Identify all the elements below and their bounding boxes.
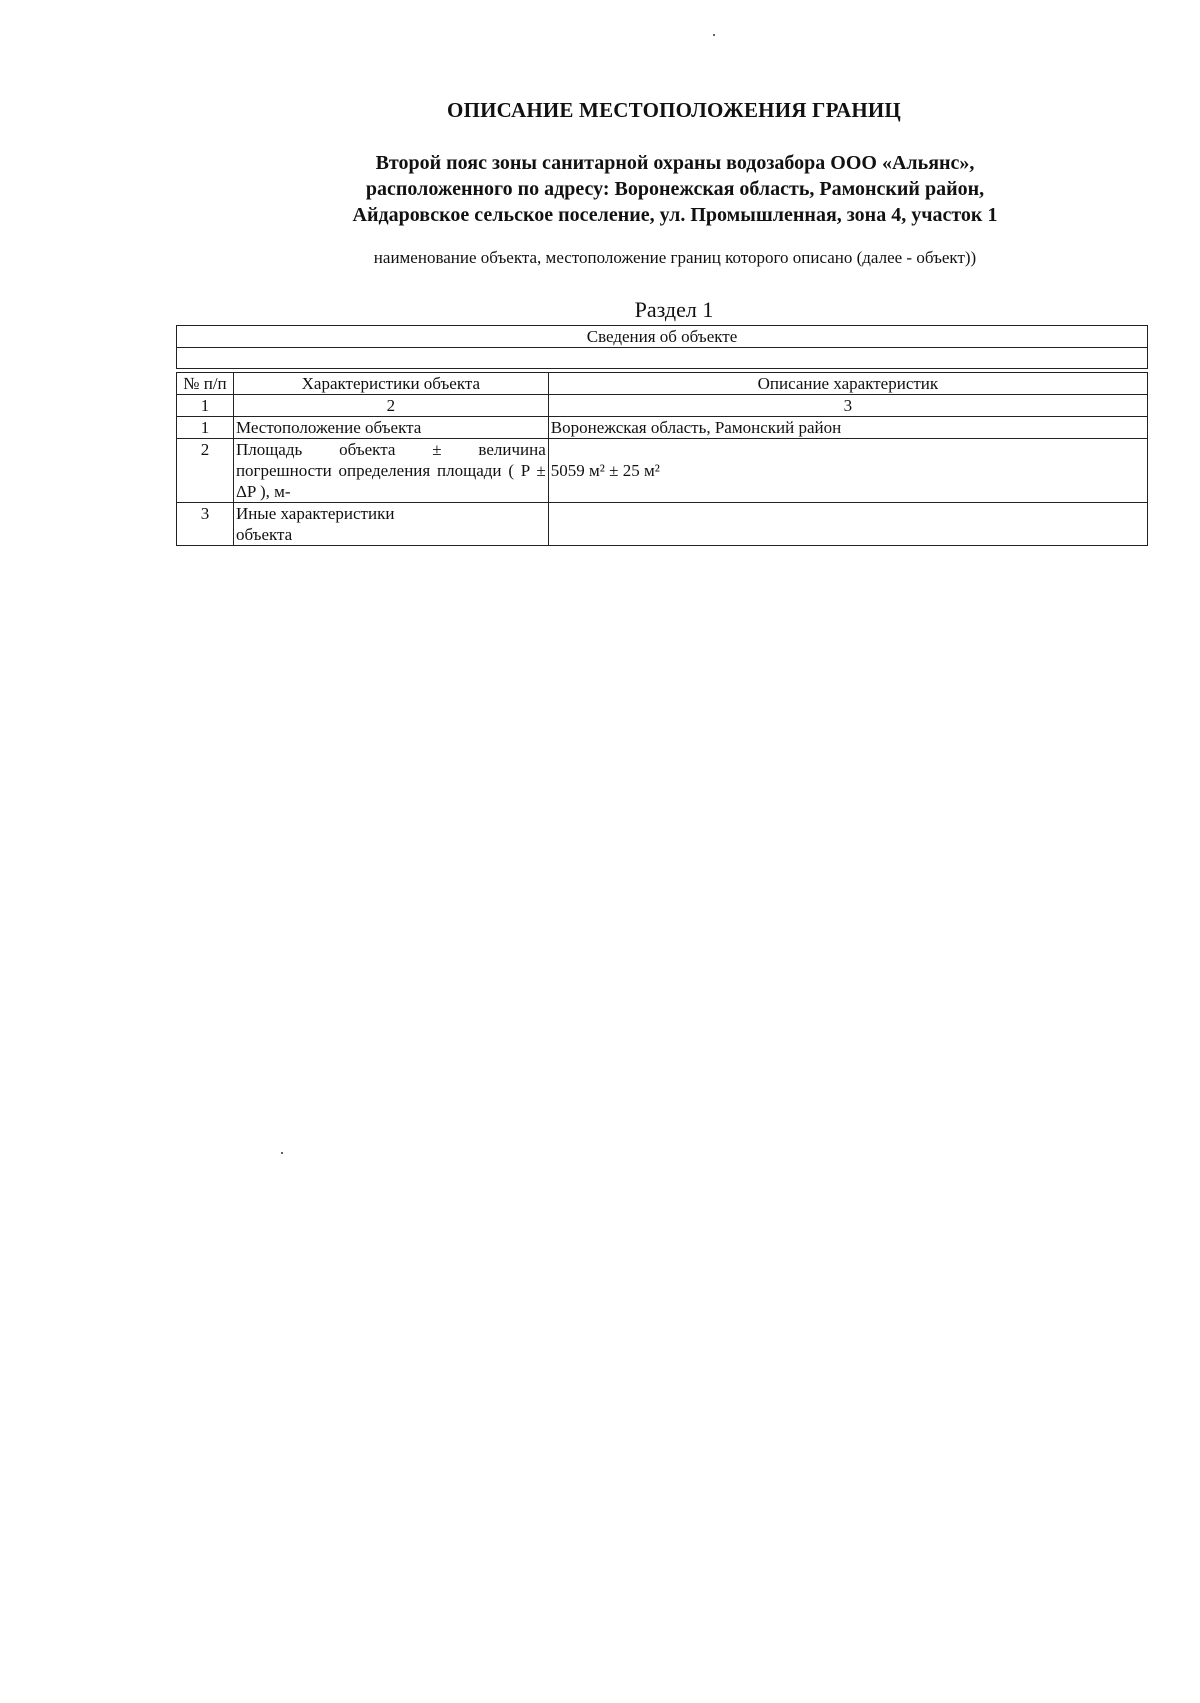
table-row xyxy=(177,417,1148,439)
header-cell: Описание характеристик xyxy=(548,373,1147,395)
row-number: 1 xyxy=(177,417,234,439)
table-row xyxy=(177,439,1148,503)
subtitle-line: Айдаровское сельское поселение, ул. Промышленная, зона 4, участок 1 xyxy=(352,204,998,226)
table-title: Сведения об объекте xyxy=(177,326,1148,348)
row-description: Воронежская область, Рамонский район xyxy=(548,417,1147,439)
document-title: ОПИСАНИЕ МЕСТОПОЛОЖЕНИЯ ГРАНИЦ xyxy=(447,98,901,122)
subtitle-line: расположенного по адресу: Воронежская область, Рамонский район, xyxy=(365,178,985,200)
row-characteristic: Иные характеристики объекта xyxy=(233,503,548,546)
scan-speck xyxy=(281,1152,283,1154)
header-cell: Характеристики объекта xyxy=(233,373,548,395)
table-gap-row xyxy=(177,348,1148,369)
column-number-cell: 3 xyxy=(548,395,1147,417)
row-number: 3 xyxy=(177,503,234,546)
row-description: 5059 м² ± 25 м² xyxy=(548,439,1147,503)
row-description xyxy=(548,503,1147,546)
column-number-row xyxy=(177,395,1148,417)
scan-speck xyxy=(713,34,715,36)
object-info-table xyxy=(176,325,1148,546)
row-characteristic: Площадь объекта ± величина погрешности определения площади ( P ± ΔP ), м- xyxy=(233,439,548,503)
document-subtitle xyxy=(250,150,1100,228)
column-number-cell: 2 xyxy=(233,395,548,417)
table-gap-cell xyxy=(177,348,1148,369)
header-cell: № п/п xyxy=(177,373,234,395)
column-number-cell: 1 xyxy=(177,395,234,417)
row-number: 2 xyxy=(177,439,234,503)
object-caption: наименование объекта, местоположение границ которого описано (далее - объект)) xyxy=(373,248,977,267)
table-row xyxy=(177,503,1148,546)
table-header-row xyxy=(177,373,1148,395)
table-title-row xyxy=(177,326,1148,348)
section-heading: Раздел 1 xyxy=(634,297,714,322)
row-characteristic: Местоположение объекта xyxy=(233,417,548,439)
subtitle-line: Второй пояс зоны санитарной охраны водозабора ООО «Альянс», xyxy=(375,152,975,174)
